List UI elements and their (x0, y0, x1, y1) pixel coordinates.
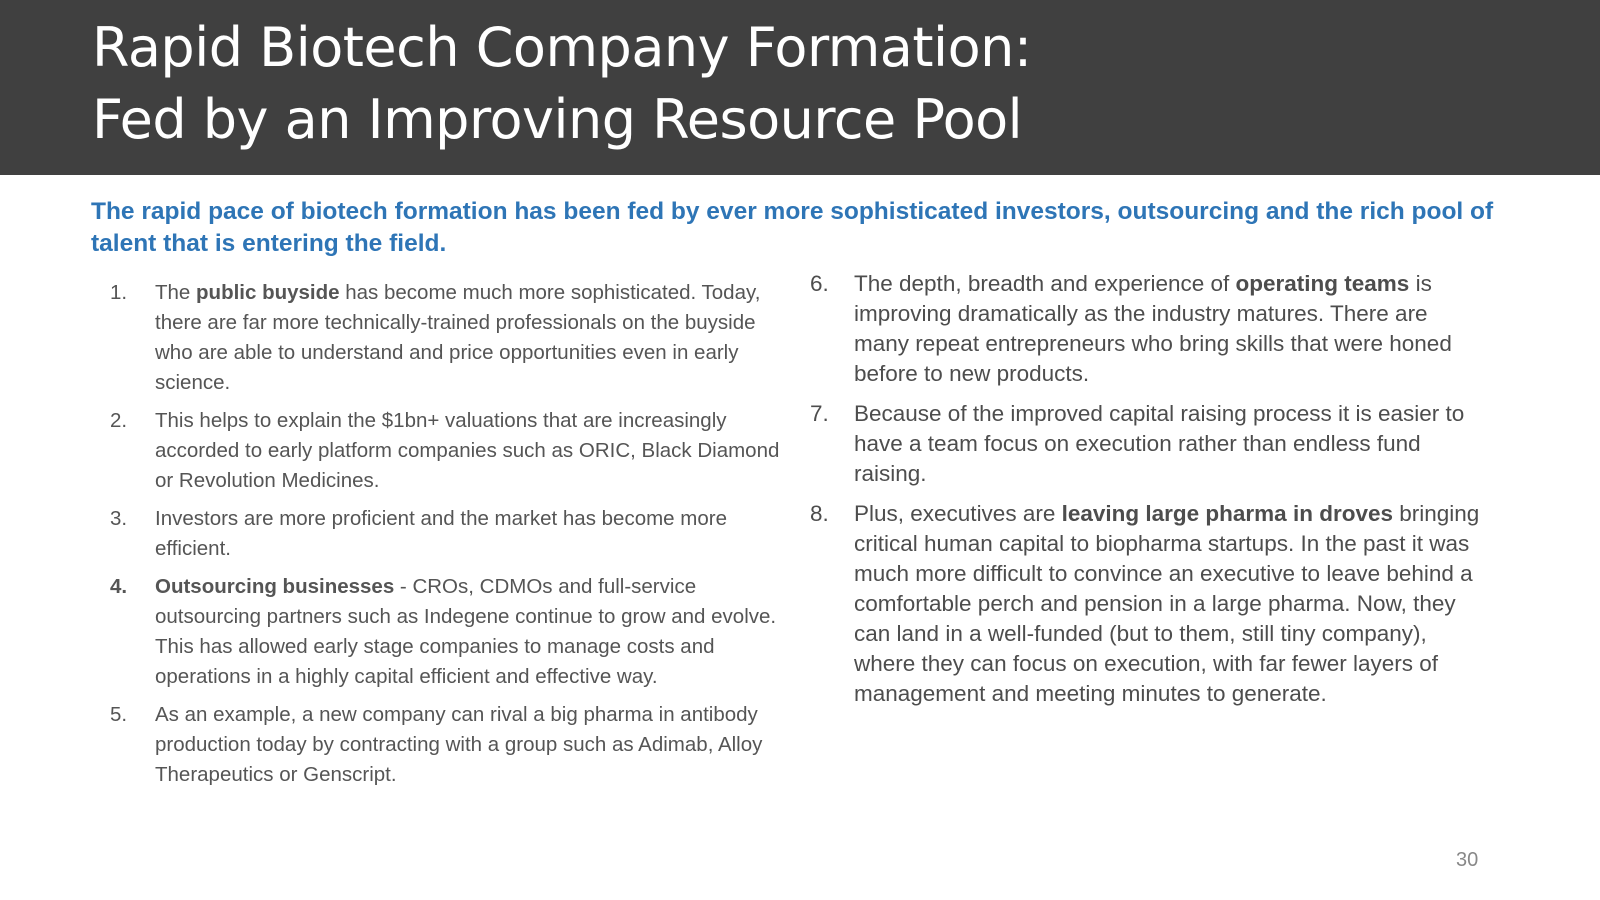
item-number: 5. (110, 703, 128, 726)
item-number: 1. (110, 281, 128, 304)
list-item-5 (106, 700, 786, 790)
list-item-3 (106, 504, 786, 564)
item-text: This helps to explain the $1bn+ valuations that are increasingly accorded to early platform companies such as ORIC, Black Diamond or Revolution Medicines. (155, 409, 780, 492)
slide-title-line-2: Fed by an Improving Resource Pool (92, 88, 1023, 151)
item-text: Plus, executives are leaving large pharma in droves bringing critical human capital to biopharma startups. In the past it was much more difficult to convince an executive to leave behind a comfortable perch and pension in a large pharma. Now, they can land in a well-funded (but to them, still tiny company), where they can focus on execution, with far fewer layers of management and meeting minutes to generate. (854, 501, 1480, 706)
list-item-8 (806, 499, 1486, 709)
item-number: 4. (110, 575, 128, 598)
page-number: 30 (1456, 849, 1479, 871)
list-item-2 (106, 406, 786, 496)
item-text: As an example, a new company can rival a big pharma in antibody production today by contracting with a group such as Adimab, Alloy Therapeutics or Genscript. (155, 703, 763, 786)
item-text: Investors are more proficient and the market has become more efficient. (155, 507, 727, 560)
item-number: 2. (110, 409, 128, 432)
item-number: 8. (810, 501, 829, 526)
item-number: 3. (110, 507, 128, 530)
list-item-7 (806, 399, 1486, 489)
item-emphasis: Outsourcing businesses (155, 575, 395, 598)
list-item-4 (106, 572, 786, 692)
right-column-list (806, 269, 1486, 719)
title-bar (0, 0, 1600, 175)
item-number: 6. (810, 271, 829, 296)
list-item-6 (806, 269, 1486, 389)
left-column-list (106, 278, 786, 798)
slide-subtitle: The rapid pace of biotech formation has been fed by ever more sophisticated investors, outsourcing and the rich pool of talent that is entering the field. (91, 198, 1494, 257)
item-emphasis: operating teams (1235, 271, 1410, 296)
item-text: The public buyside has become much more sophisticated. Today, there are far more technically-trained professionals on the buyside who are able to understand and price opportunities even in early science. (155, 281, 761, 394)
item-text: The depth, breadth and experience of operating teams is improving dramatically as the industry matures. There are many repeat entrepreneurs who bring skills that were honed before to new products. (854, 271, 1452, 386)
item-number: 7. (810, 401, 829, 426)
slide-title-line-1: Rapid Biotech Company Formation: (92, 16, 1032, 79)
list-item-1 (106, 278, 786, 398)
item-emphasis: leaving large pharma in droves (1061, 501, 1393, 526)
item-text: Because of the improved capital raising process it is easier to have a team focus on execution rather than endless fund raising. (854, 401, 1465, 486)
item-emphasis: public buyside (196, 281, 340, 304)
item-text: Outsourcing businesses - CROs, CDMOs and full-service outsourcing partners such as Indegene continue to grow and evolve. This has allowed early stage companies to manage costs and operations in a highly capital efficient and effective way. (155, 575, 777, 688)
